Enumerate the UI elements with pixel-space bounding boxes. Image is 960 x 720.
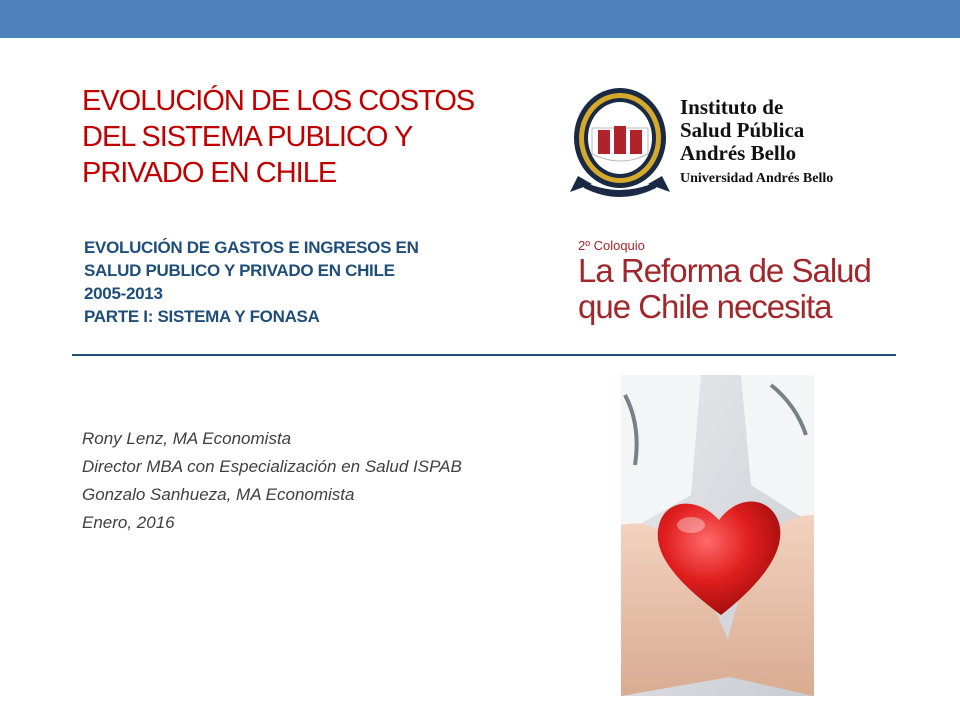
subtitle-line-3: 2005-2013 (84, 284, 163, 303)
logo-line-1: Instituto de (680, 95, 784, 119)
title-line-1: EVOLUCIÓN DE LOS COSTOS (82, 85, 475, 117)
logo-wordmark (680, 96, 833, 187)
title-divider (72, 354, 896, 356)
slide-subtitle (84, 236, 554, 328)
shield-emblem-icon (570, 84, 670, 200)
subtitle-line-1: EVOLUCIÓN DE GASTOS E INGRESOS EN (84, 238, 419, 257)
subtitle-line-4: PARTE I: SISTEMA Y FONASA (84, 307, 320, 326)
author-line-1: Rony Lenz, MA Economista (82, 429, 292, 448)
hands-heart-photo (621, 375, 814, 696)
slide-title (82, 83, 552, 191)
author-block (82, 428, 522, 540)
coloquio-label: 2º Coloquio (578, 238, 645, 253)
coloquio-line-2: que Chile necesita (578, 288, 832, 325)
title-line-3: PRIVADO EN CHILE (82, 157, 337, 189)
coloquio-line-1: La Reforma de Salud (578, 252, 871, 289)
author-line-2: Director MBA con Especialización en Salud ISPAB (82, 457, 462, 476)
logo-line-4: Universidad Andrés Bello (680, 171, 834, 186)
logo-line-3: Andrés Bello (680, 141, 797, 165)
coloquio-banner (578, 238, 878, 325)
author-line-3: Gonzalo Sanhueza, MA Economista (82, 485, 355, 504)
subtitle-line-2: SALUD PUBLICO Y PRIVADO EN CHILE (84, 261, 395, 280)
logo-line-2: Salud Pública (680, 118, 805, 142)
date-line: Enero, 2016 (82, 513, 175, 532)
top-accent-bar (0, 0, 960, 38)
title-line-2: DEL SISTEMA PUBLICO Y (82, 121, 413, 153)
ispab-logo (570, 84, 860, 204)
